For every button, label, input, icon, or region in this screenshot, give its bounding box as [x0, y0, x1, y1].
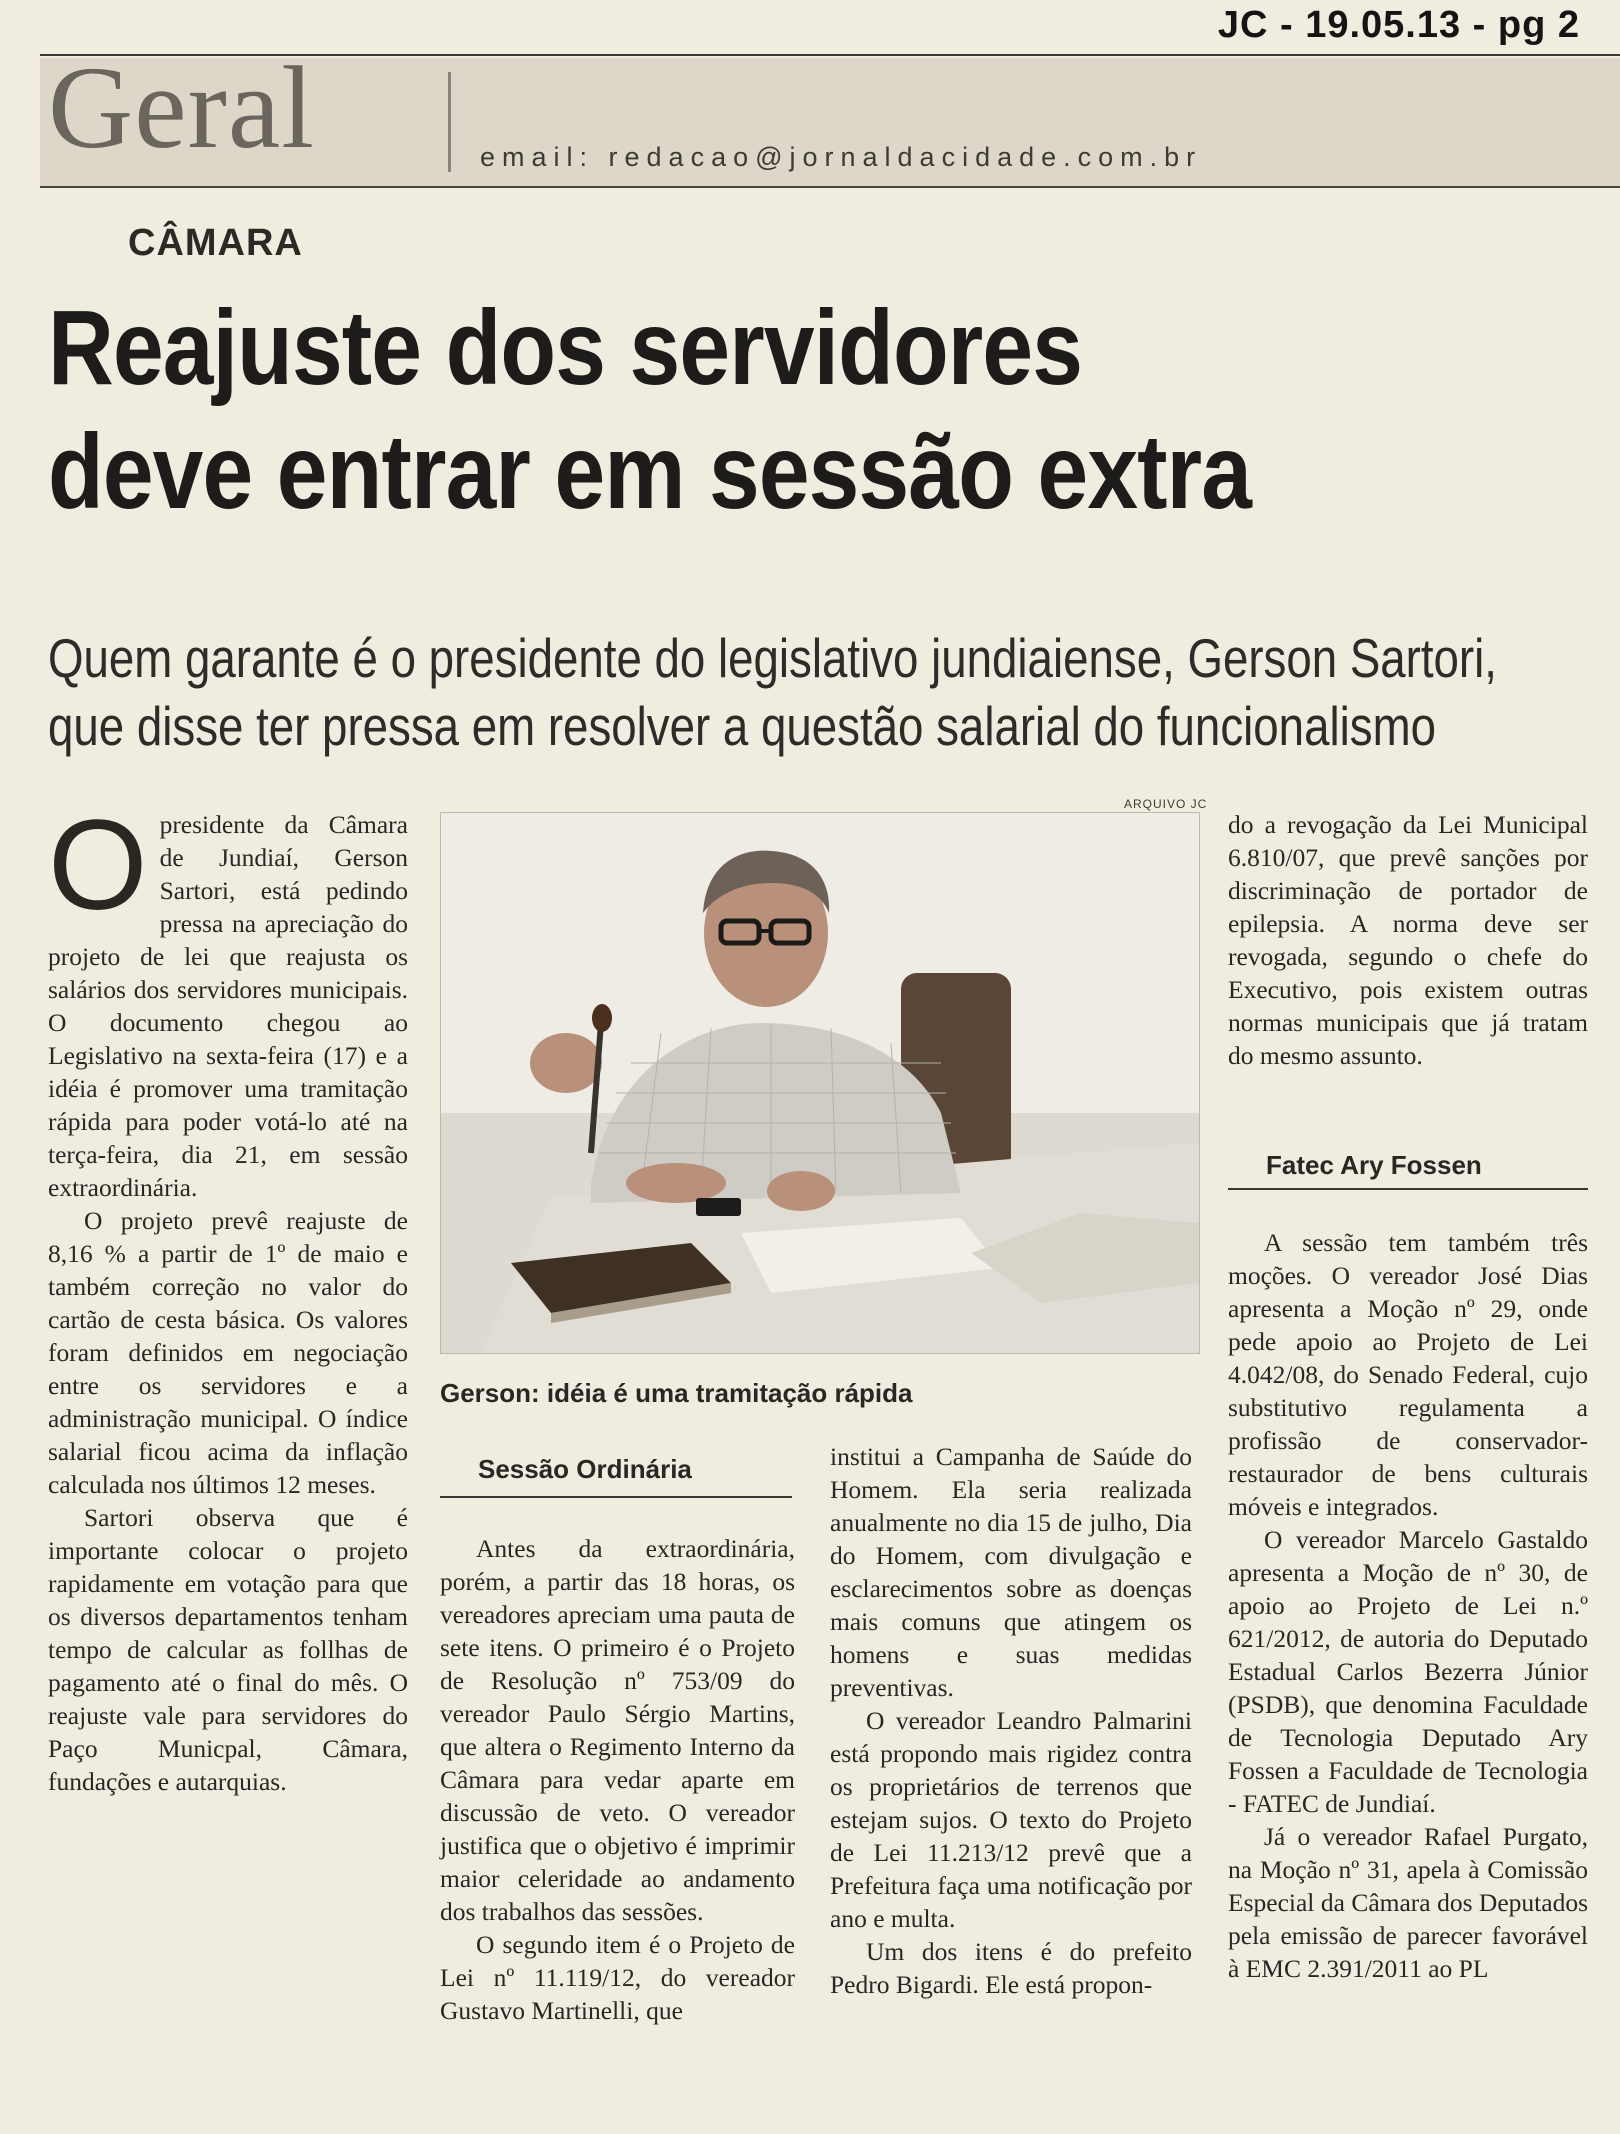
photo-credit: ARQUIVO JC — [1124, 797, 1208, 811]
photo-illustration — [441, 813, 1199, 1353]
paragraph-text: presidente da Câmara de Jundiaí, Gerson Sartori, está pedindo pressa na apreciação do projeto de lei que reajusta os salários dos servidores municipais. O documento chegou ao Legislativo na sexta-feira (17) e a idéia é promover uma tramitação rápida para poder votá-lo até na terça-feira, dia 21, em sessão extraordinária. — [48, 810, 408, 1202]
body-paragraph: A sessão tem também três moções. O vereador José Dias apresenta a Moção nº 29, onde pede apoio ao Projeto de Lei 4.042/08, do Senado Federal, cujo substitutivo regulamenta a profissão de conservador-restaurador de bens culturais móveis e integrados. — [1228, 1228, 1588, 1521]
drop-cap: O — [48, 794, 148, 937]
body-paragraph — [48, 794, 408, 1204]
article-column-4 — [830, 1440, 1192, 2001]
article-kicker: CÂMARA — [128, 222, 303, 264]
photo-caption: Gerson: idéia é uma tramitação rápida — [440, 1378, 913, 1408]
body-paragraph: O vereador Marcelo Gastaldo apresenta a Moção de nº 30, de apoio ao Projeto de Lei n.º 621/2012, de autoria do Deputado Estadual Carlos Bezerra Júnior (PSDB), que denomina Faculdade de Tecnologia Deputado Ary Fossen a Faculdade de Tecnologia - FATEC de Jundiaí. — [1228, 1525, 1588, 1818]
article-column-5-continued — [1228, 1226, 1588, 1985]
body-paragraph: institui a Campanha de Saúde do Homem. Ela seria realizada anualmente no dia 15 de julho, Dia do Homem, com divulgação e esclarecimentos sobre as doenças mais comuns que atingem os homens e suas medidas preventivas. — [830, 1442, 1192, 1702]
subhead-fatec-ary-fossen: Fatec Ary Fossen — [1266, 1150, 1482, 1180]
newsroom-email: email: redacao@jornaldacidade.com.br — [480, 142, 1203, 172]
masthead-bottom-rule — [40, 186, 1620, 188]
subhead-sessao-ordinaria: Sessão Ordinária — [478, 1454, 692, 1484]
article-headline — [48, 286, 1390, 534]
section-title: Geral — [48, 42, 316, 173]
subhead-rule — [1228, 1188, 1588, 1190]
body-paragraph: O vereador Leandro Palmarini está propondo mais rigidez contra os proprietários de terrenos que estejam sujos. O texto do Projeto de Lei 11.213/12 prevê que a Prefeitura faça uma notificação por ano e multa. — [830, 1706, 1192, 1933]
article-photo — [440, 812, 1200, 1354]
article-column-1 — [48, 794, 408, 1798]
article-deck — [48, 624, 1542, 760]
body-paragraph: Sartori observa que é importante colocar o projeto rapidamente em votação para que os diversos departamentos tenham tempo de calcular as follhas de pagamento até o final do mês. O reajuste vale para servidores do Paço Municpal, Câmara, fundações e autarquias. — [48, 1503, 408, 1796]
body-paragraph: do a revogação da Lei Municipal 6.810/07, que prevê sanções por discriminação de portador de epilepsia. A norma deve ser revogada, segundo o chefe do Executivo, pois existem outras normas municipais que já tratam do mesmo assunto. — [1228, 810, 1588, 1070]
subhead-rule — [440, 1496, 792, 1498]
deck-line: Quem garante é o presidente do legislativo jundiaiense, Gerson Sartori, — [48, 627, 1497, 689]
deck-line: que disse ter pressa em resolver a questão salarial do funcionalismo — [48, 695, 1436, 757]
masthead-divider — [448, 72, 451, 172]
body-paragraph: O projeto prevê reajuste de 8,16 % a partir de 1º de maio e também correção no valor do cartão de cesta básica. Os valores foram definidos em negociação entre os servidores e a administração municipal. O índice salarial ficou acima da inflação calculada nos últimos 12 meses. — [48, 1206, 408, 1499]
headline-line: Reajuste dos servidores — [48, 289, 1083, 407]
body-paragraph: Antes da extraordinária, porém, a partir das 18 horas, os vereadores apreciam uma pauta de sete itens. O primeiro é o Projeto de Resolução nº 753/09 do vereador Paulo Sérgio Martins, que altera o Regimento Interno da Câmara para vedar aparte em discussão de veto. O vereador justifica que o objetivo é imprimir maior celeridade ao andamento dos trabalhos das sessões. — [440, 1534, 795, 1926]
issue-date-page: JC - 19.05.13 - pg 2 — [1217, 4, 1580, 46]
headline-line: deve entrar em sessão extra — [48, 413, 1252, 531]
body-paragraph: Um dos itens é do prefeito Pedro Bigardi. Ele está propon- — [830, 1937, 1192, 1999]
article-column-5 — [1228, 808, 1588, 1072]
article-column-3 — [440, 1532, 795, 2027]
body-paragraph: Já o vereador Rafael Purgato, na Moção nº 31, apela à Comissão Especial da Câmara dos Deputados pela emissão de parecer favorável à EMC 2.391/2011 ao PL — [1228, 1822, 1588, 1983]
body-paragraph: O segundo item é o Projeto de Lei nº 11.119/12, do vereador Gustavo Martinelli, que — [440, 1930, 795, 2025]
